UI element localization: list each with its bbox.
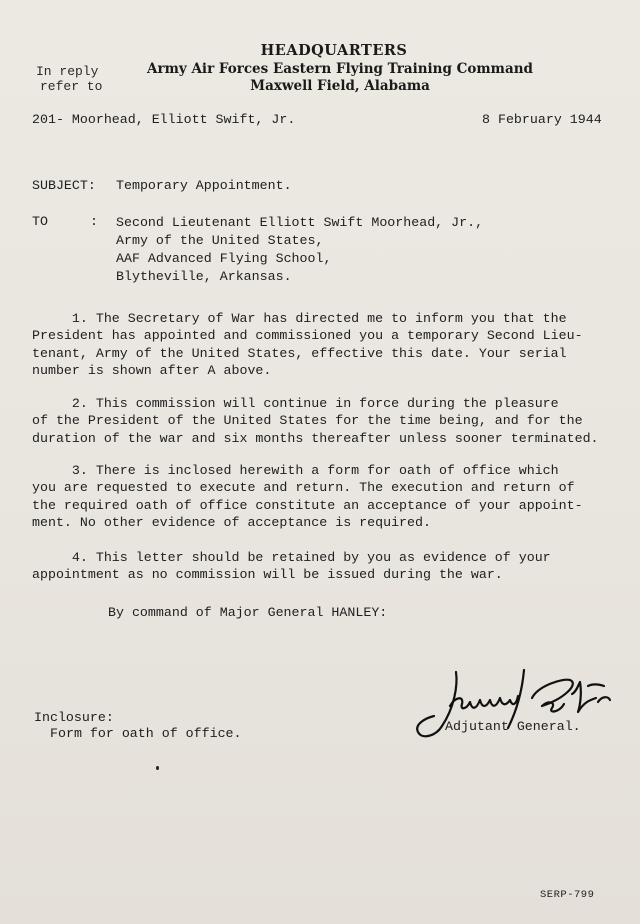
subject-label: SUBJECT: [32, 178, 96, 193]
address-line: Blytheville, Arkansas. [116, 269, 292, 284]
inclosure-item: Form for oath of office. [50, 726, 242, 741]
letter-date: 8 February 1944 [482, 112, 602, 127]
paper-speck [156, 766, 159, 770]
paragraph-4: 4. This letter should be retained by you as evidence of your appointment as no commission will be issued during the war. [32, 550, 551, 583]
letterhead-command: Army Air Forces Eastern Flying Training Command [147, 61, 533, 77]
paragraph-2: 2. This commission will continue in force during the pleasure of the President of the United States for the time being, and for the duration of the war and six months thereafter unless sooner terminated. [32, 396, 599, 446]
address-line: Army of the United States, [116, 233, 324, 248]
reply-line-2: refer to [40, 79, 103, 94]
letterhead-location: Maxwell Field, Alabama [250, 78, 430, 94]
reply-reference [36, 64, 102, 94]
form-number: SERP-799 [540, 889, 595, 901]
file-reference: 201- Moorhead, Elliott Swift, Jr. [32, 112, 296, 127]
reply-line-1: In reply [36, 64, 99, 79]
to-label: TO [32, 214, 48, 229]
subject-value: Temporary Appointment. [116, 178, 292, 193]
paragraph-3: 3. There is inclosed herewith a form for oath of office which you are requested to execute and return. The execution and return of the required oath of office constitute an acceptance of your appoint- ment. No other evidence of acceptance is required. [32, 463, 583, 531]
to-colon: : [90, 214, 98, 229]
letterhead-title: HEADQUARTERS [260, 42, 408, 59]
address-line: Second Lieutenant Elliott Swift Moorhead, Jr., [116, 215, 484, 230]
command-line: By command of Major General HANLEY: [108, 605, 388, 620]
inclosure-label: Inclosure: [34, 710, 114, 725]
address-line: AAF Advanced Flying School, [116, 251, 332, 266]
signature-title: Adjutant General. [445, 719, 581, 734]
paragraph-1: 1. The Secretary of War has directed me to inform you that the President has appointed and commissioned you a temporary Second Lieu- tenant, Army of the United States, effective this date. Your serial number is shown after A above. [32, 311, 583, 379]
